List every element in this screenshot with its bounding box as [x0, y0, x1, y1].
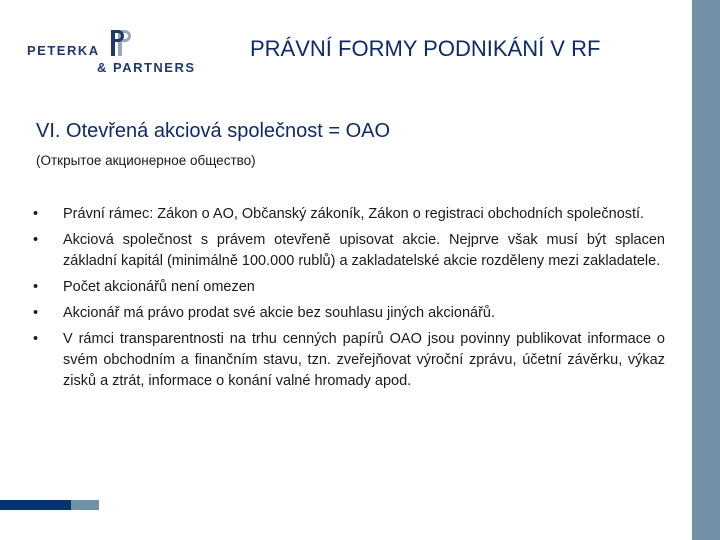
footer-bar-dark — [0, 500, 71, 510]
footer-bar-light — [71, 500, 99, 510]
logo-monogram-icon — [109, 28, 133, 58]
company-logo — [27, 28, 207, 78]
list-item — [33, 230, 665, 272]
bullet-icon: • — [33, 305, 39, 321]
list-item — [33, 204, 665, 225]
logo-word-peterka: PETERKA — [27, 43, 100, 58]
bullet-icon: • — [33, 206, 39, 222]
russian-name: (Открытое акционерное общество) — [36, 153, 256, 168]
list-item-text: Počet akcionářů není omezen — [63, 279, 255, 295]
bullet-list — [33, 204, 665, 397]
list-item-text: Akciová společnost s právem otevřeně upisovat akcie. Nejprve však musí být splacen základní kapitál (minimálně 100.000 rublů) a zakladatelské akcie rozděleny mezi zakladatele. — [63, 232, 665, 269]
list-item-text: Akcionář má právo prodat své akcie bez souhlasu jiných akcionářů. — [63, 305, 496, 321]
side-accent-bar — [692, 0, 720, 540]
list-item-text: Právní rámec: Zákon o AO, Občanský zákoník, Zákon o registraci obchodních společností. — [63, 206, 645, 222]
list-item-text: V rámci transparentnosti na trhu cenných papírů OAO jsou povinny publikovat informace o svém obchodním a finančním stavu, tzn. zveřejňovat výroční zprávu, účetní závěrku, výkaz zisků a ztrát, informace o konání valné hromady apod. — [63, 331, 665, 389]
list-item — [33, 277, 665, 298]
list-item — [33, 329, 665, 392]
bullet-icon: • — [33, 232, 39, 248]
section-heading: VI. Otevřená akciová společnost = OAO — [36, 120, 391, 142]
slide-title: PRÁVNÍ FORMY PODNIKÁNÍ V RF — [250, 36, 601, 61]
list-item — [33, 303, 665, 324]
logo-word-partners: & PARTNERS — [97, 60, 196, 75]
bullet-icon: • — [33, 331, 39, 347]
bullet-icon: • — [33, 279, 39, 295]
